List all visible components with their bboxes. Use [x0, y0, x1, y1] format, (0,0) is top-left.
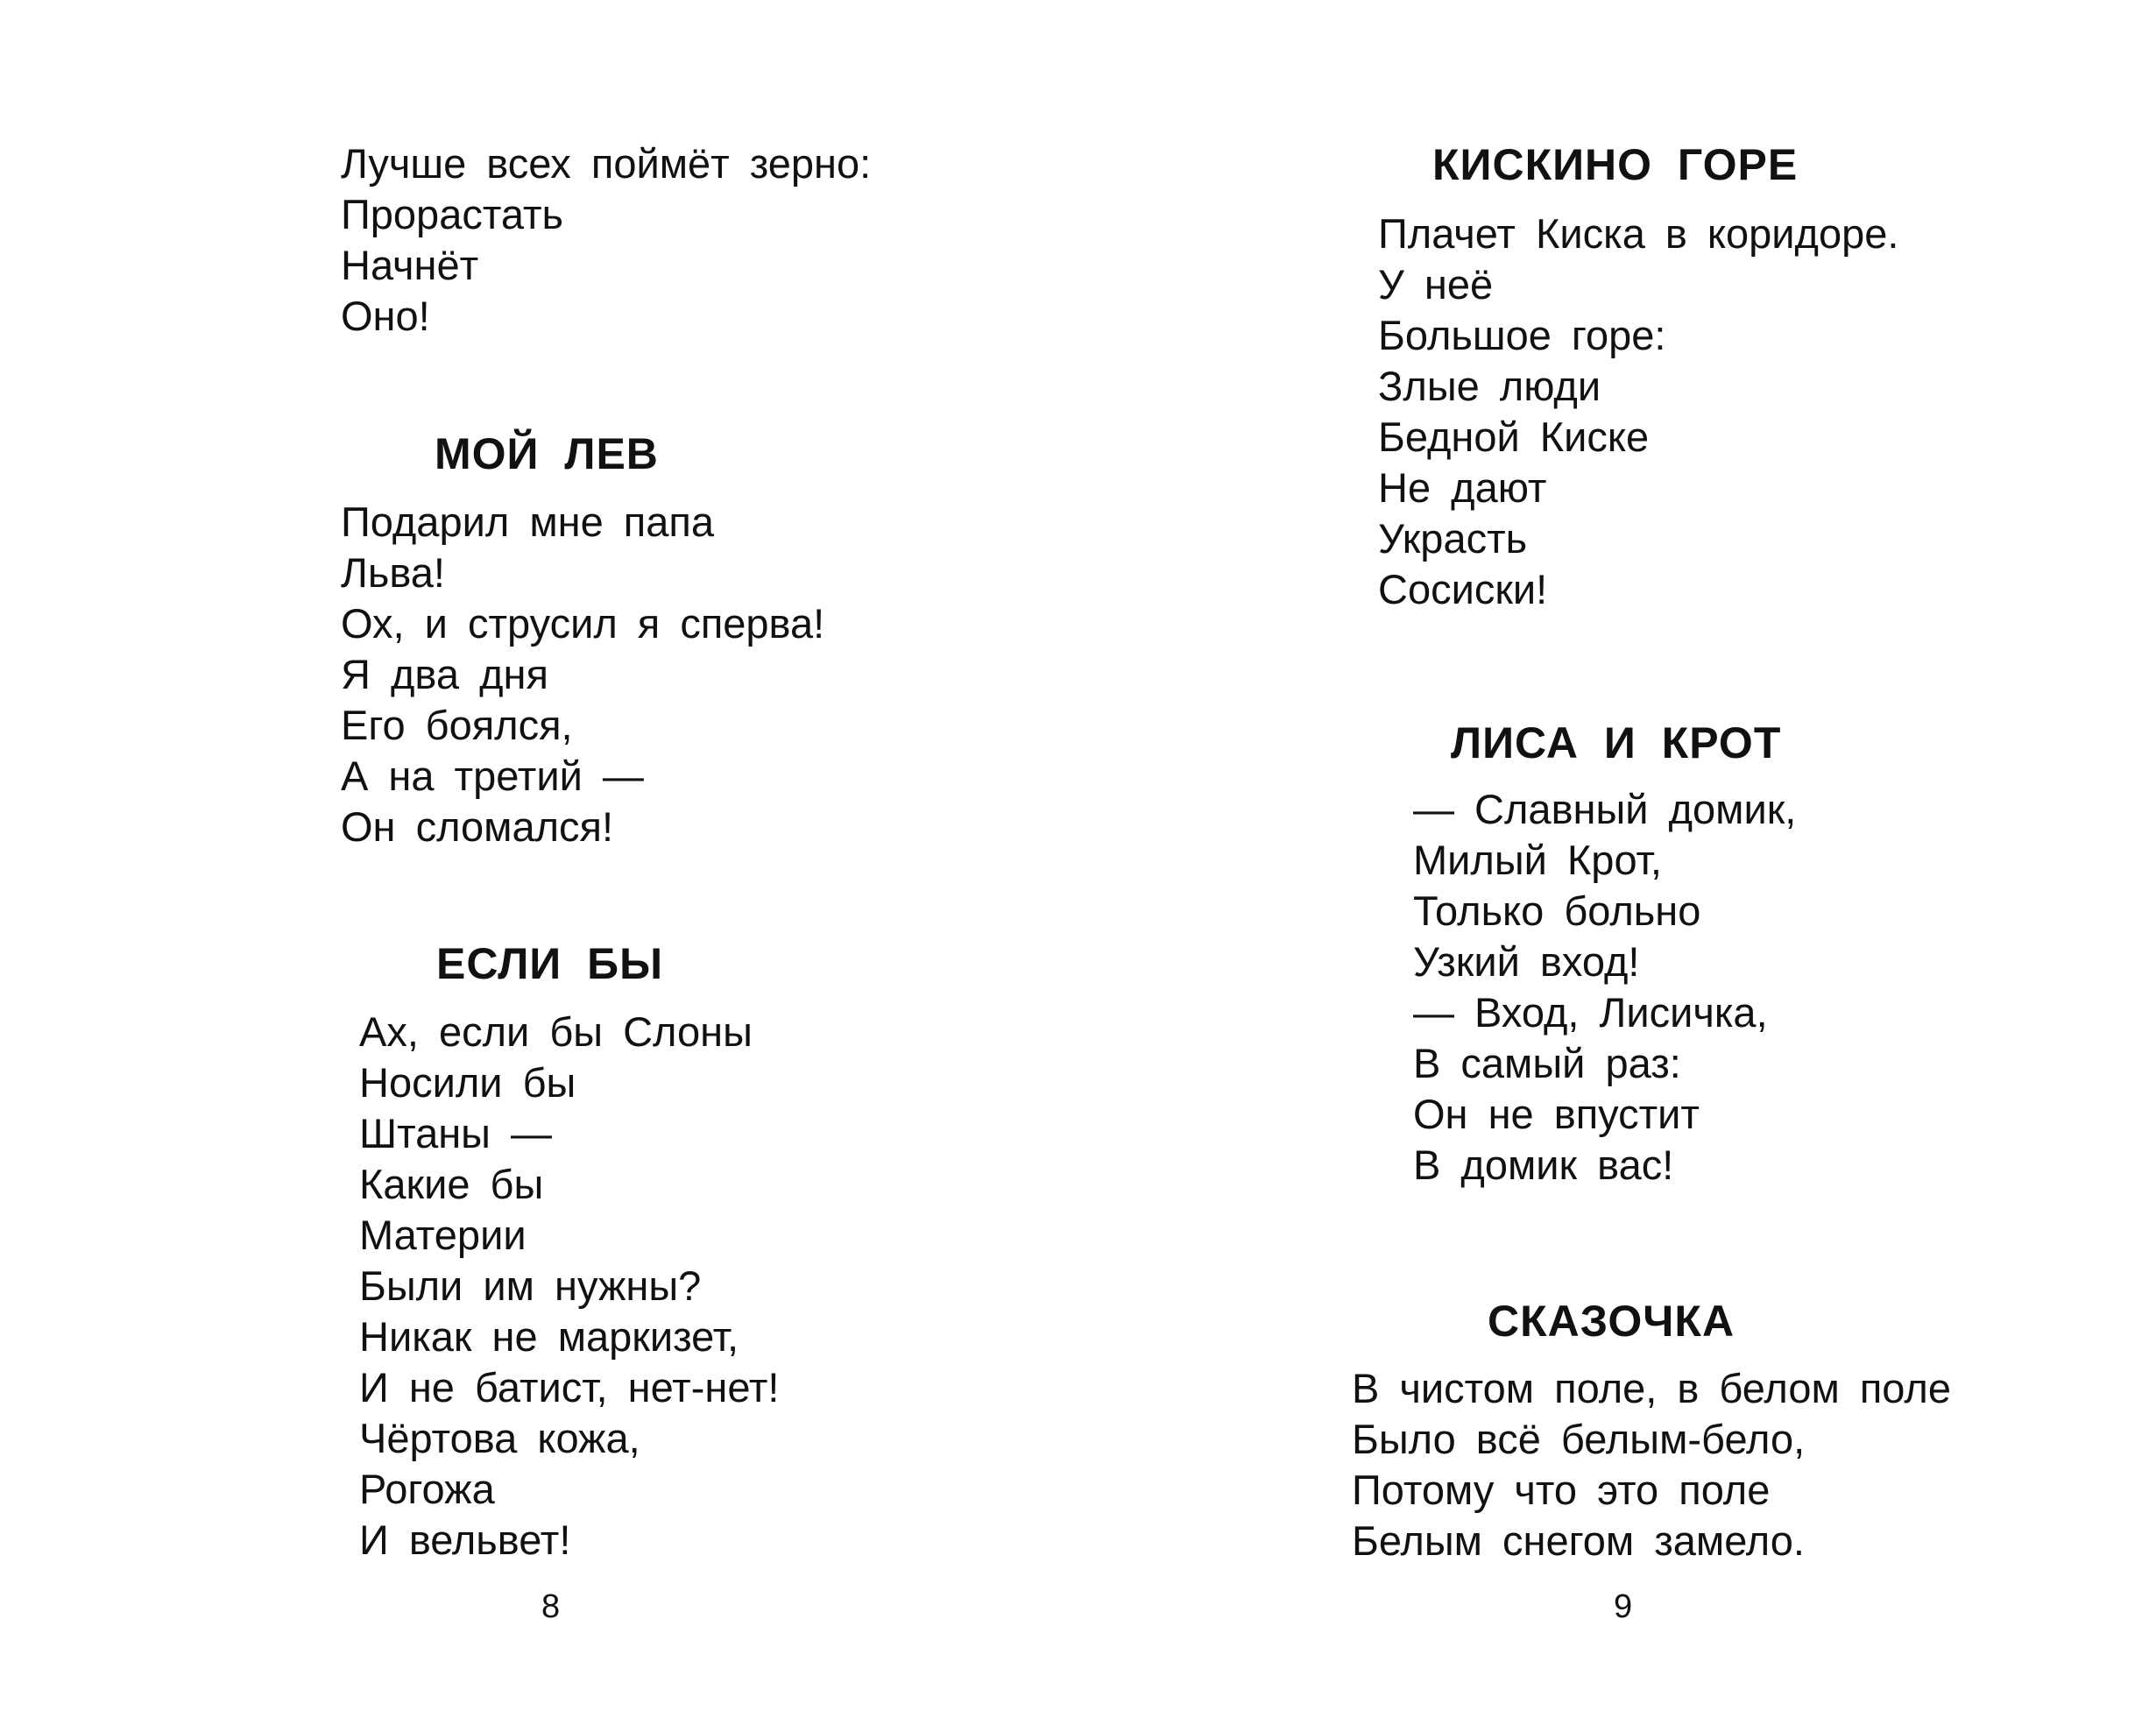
poem-body-kiskino-gore [1378, 209, 1898, 615]
poem-line: Украсть [1378, 515, 1528, 562]
poem-line: Были им нужны? [359, 1262, 702, 1309]
page-number-left: 8 [541, 1588, 561, 1625]
poem-line: Чёртова кожа, [359, 1415, 640, 1461]
poem-line: Я два дня [341, 651, 548, 697]
poem-body-lisa-i-krot [1413, 784, 1796, 1191]
poem-line: Штаны — [359, 1110, 553, 1156]
poem-line: Он сломался! [341, 803, 614, 850]
right-page [1078, 0, 2155, 1725]
page-number-right: 9 [1614, 1588, 1633, 1625]
poem-title-lisa-i-krot: ЛИСА И КРОТ [1451, 718, 1782, 767]
poem-line: Злые люди [1378, 363, 1601, 409]
poem-line: Оно! [341, 293, 430, 339]
poem-line: У неё [1378, 261, 1494, 308]
poem-line: Какие бы [359, 1161, 544, 1207]
intro-stanza [341, 138, 871, 342]
poem-line: Льва! [341, 549, 445, 596]
poem-line: Узкий вход! [1413, 938, 1640, 985]
poem-line: В домик вас! [1413, 1142, 1674, 1188]
poem-line: Подарил мне папа [341, 498, 714, 545]
poem-title-skazochka: СКАЗОЧКА [1488, 1297, 1735, 1346]
poem-line: Не дают [1378, 464, 1547, 511]
poem-line: Рогожа [359, 1466, 495, 1512]
poem-line: Только больно [1413, 887, 1701, 934]
poem-line: Прорастать [341, 191, 563, 237]
poem-line: Ох, и струсил я сперва! [341, 600, 825, 647]
poem-line: Ах, если бы Слоны [359, 1008, 753, 1055]
poem-line: В чистом поле, в белом поле [1352, 1365, 1951, 1411]
poem-line: Он не впустит [1413, 1091, 1700, 1137]
poem-line: Большое горе: [1378, 312, 1666, 358]
poem-line: Белым снегом замело. [1352, 1517, 1805, 1564]
poem-line: И вельвет! [359, 1516, 571, 1563]
poem-line: Потому что это поле [1352, 1467, 1771, 1513]
poem-body-moi-lev [341, 497, 824, 852]
poem-body-skazochka [1352, 1363, 1951, 1566]
poem-line: Плачет Киска в коридоре. [1378, 210, 1899, 257]
poem-line: Бедной Киске [1378, 414, 1650, 460]
poem-title-moi-lev: МОЙ ЛЕВ [435, 429, 659, 478]
poem-body-esli-by [359, 1007, 779, 1566]
poem-line: И не батист, нет-нет! [359, 1364, 780, 1410]
poem-line: А на третий — [341, 753, 644, 799]
poem-line: Его боялся, [341, 702, 573, 748]
poem-line: Сосиски! [1378, 566, 1548, 612]
poem-line: Милый Крот, [1413, 837, 1662, 883]
poem-line: Начнёт [341, 242, 479, 288]
poem-line: Никак не маркизет, [359, 1313, 739, 1360]
poem-title-kiskino-gore: КИСКИНО ГОРЕ [1432, 140, 1799, 189]
poem-title-esli-by: ЕСЛИ БЫ [436, 939, 664, 988]
poem-line: Было всё белым-бело, [1352, 1416, 1806, 1462]
poem-line: — Славный домик, [1413, 786, 1797, 832]
poem-line: Лучше всех поймёт зерно: [341, 140, 872, 187]
poem-line: Носили бы [359, 1059, 576, 1106]
poem-line: Материи [359, 1212, 527, 1258]
poem-line: В самый раз: [1413, 1040, 1681, 1086]
poem-line: — Вход, Лисичка, [1413, 989, 1768, 1036]
